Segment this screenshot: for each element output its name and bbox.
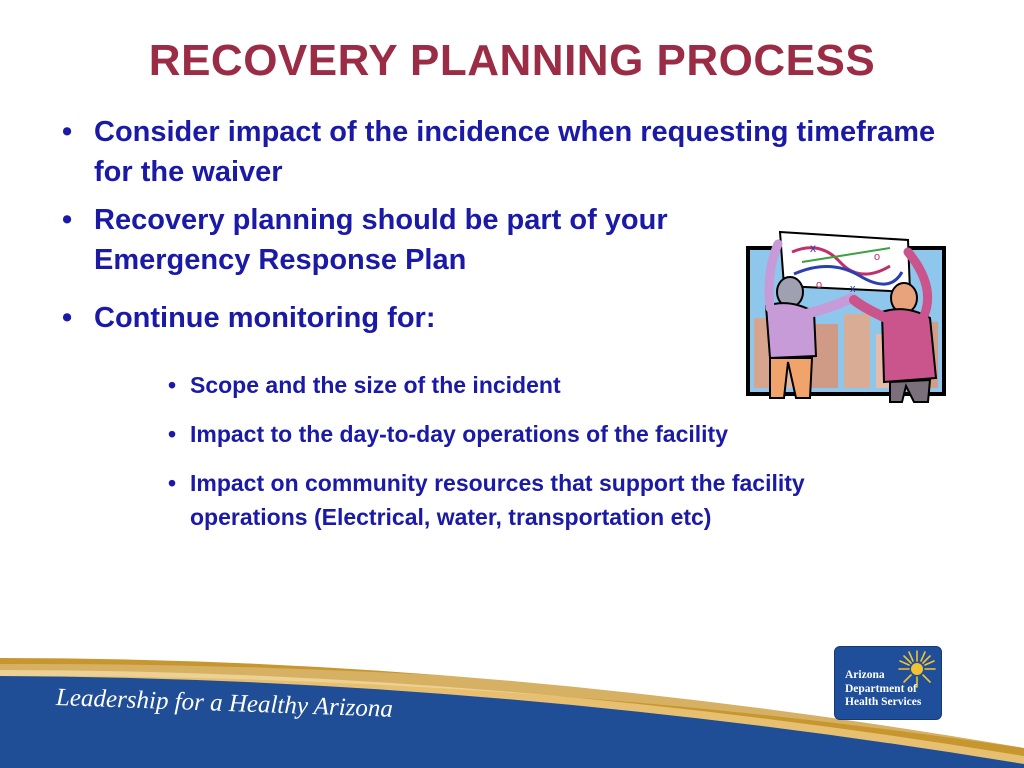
bullet-marker: • bbox=[62, 204, 73, 236]
sub-bullet-text: Impact on community resources that support the facility operations (Electrical, water, transportation etc) bbox=[190, 470, 805, 530]
sub-bullet-item bbox=[168, 466, 888, 534]
logo-text bbox=[845, 669, 921, 710]
adhs-logo bbox=[834, 646, 942, 720]
sub-bullet-marker: • bbox=[168, 421, 177, 447]
svg-text:x: x bbox=[810, 241, 816, 255]
sub-bullet-marker: • bbox=[168, 470, 177, 496]
logo-line: Department of bbox=[845, 682, 917, 695]
slide-title: RECOVERY PLANNING PROCESS bbox=[148, 36, 876, 85]
sub-bullet-item bbox=[168, 417, 888, 451]
bullet-item bbox=[62, 112, 942, 192]
logo-line: Health Services bbox=[845, 696, 922, 708]
bullet-text: Continue monitoring for: bbox=[94, 302, 436, 334]
bullet-item bbox=[62, 200, 774, 280]
sub-bullet-text: Scope and the size of the incident bbox=[190, 372, 561, 398]
sub-bullet-text: Impact to the day-to-day operations of the facility bbox=[190, 421, 729, 447]
sub-bullet-marker: • bbox=[168, 372, 177, 398]
footer-tagline: Leadership for a Healthy Arizona bbox=[55, 684, 394, 723]
bullet-marker: • bbox=[62, 302, 73, 334]
bullet-text: Consider impact of the incidence when requesting timeframe for the waiver bbox=[94, 116, 936, 188]
logo-line: Arizona bbox=[845, 669, 885, 681]
svg-text:o: o bbox=[874, 251, 881, 263]
svg-text:o: o bbox=[816, 279, 823, 291]
svg-text:x: x bbox=[850, 283, 856, 295]
bullet-marker: • bbox=[62, 116, 73, 148]
planning-clipart-icon bbox=[740, 222, 952, 408]
bullet-text: Recovery planning should be part of your Emergency Response Plan bbox=[94, 204, 668, 276]
